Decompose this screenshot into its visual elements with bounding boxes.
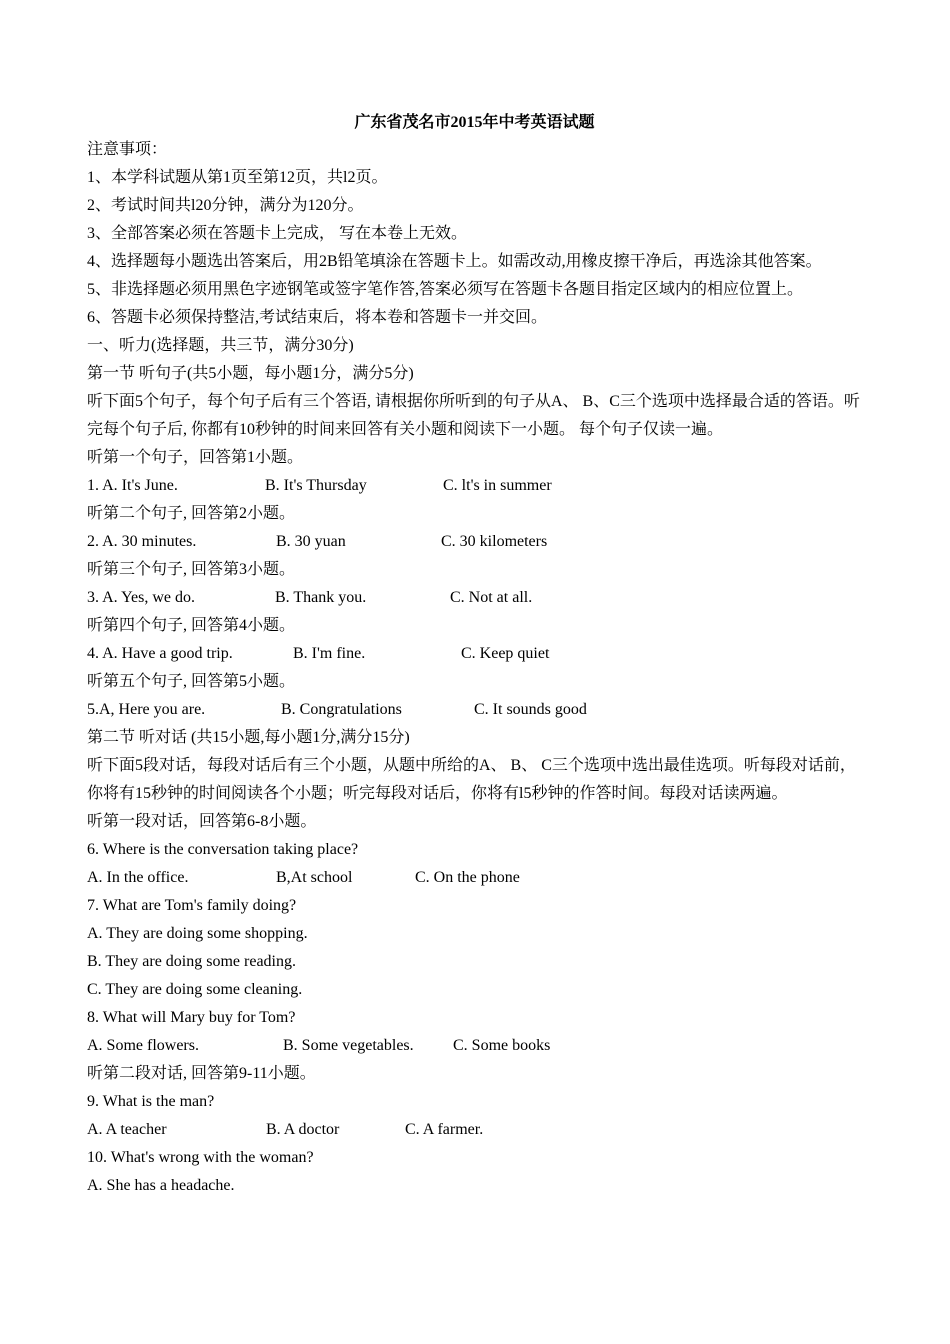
- question-text: 7. What are Tom's family doing?: [87, 897, 297, 914]
- options-row: [87, 1032, 867, 1060]
- notice-item: 1、本学科试题从第1页至第12页，共l2页。: [87, 169, 388, 186]
- notice-item: 6、答题卡必须保持整洁,考试结束后，将本卷和答题卡一并交回。: [87, 309, 548, 326]
- item-prompt: 听第一个句子，回答第1小题。: [87, 449, 304, 466]
- option-c: C. A farmer.: [405, 1121, 484, 1138]
- options-row: [87, 584, 867, 612]
- item-prompt: 听第四个句子, 回答第4小题。: [87, 617, 296, 634]
- question-text: 10. What's wrong with the woman?: [87, 1149, 314, 1166]
- option-c: C. It sounds good: [474, 701, 587, 718]
- option-a: 5.A, Here you are.: [87, 701, 206, 718]
- option-a: 3. A. Yes, we do.: [87, 589, 196, 606]
- item-prompt: 听第五个句子, 回答第5小题。: [87, 673, 296, 690]
- option-c: C. Not at all.: [450, 589, 533, 606]
- item-prompt: 听第二个句子, 回答第2小题。: [87, 505, 296, 522]
- dialogue-prompt: 听第二段对话, 回答第9-11小题。: [87, 1065, 316, 1082]
- options-row: [87, 528, 867, 556]
- option-b: B. Some vegetables.: [283, 1037, 414, 1054]
- option-b: B. I'm fine.: [293, 645, 366, 662]
- option-c: C. lt's in summer: [443, 477, 552, 494]
- notice-item: 5、非选择题必须用黑色字迹钢笔或签字笔作答,答案必须写在答题卡各题目指定区域内的相应位置上。: [87, 281, 804, 298]
- exam-title: 广东省茂名市2015年中考英语试题: [354, 114, 595, 131]
- section1-heading: 第一节 听句子(共5小题，每小题1分，满分5分): [87, 365, 414, 382]
- notice-item: 2、考试时间共l20分钟，满分为120分。: [87, 197, 364, 214]
- option-b: B,At school: [276, 869, 353, 886]
- exam-page: [87, 110, 867, 1200]
- option-c: C. They are doing some cleaning.: [87, 981, 303, 998]
- options-row: [87, 1116, 867, 1144]
- section2-heading: 第二节 听对话 (共15小题,每小题1分,满分15分): [87, 729, 410, 746]
- item-prompt: 听第三个句子, 回答第3小题。: [87, 561, 296, 578]
- option-c: C. Keep quiet: [461, 645, 550, 662]
- option-b: B. Thank you.: [275, 589, 367, 606]
- option-a: A. A teacher: [87, 1121, 167, 1138]
- option-b: B. Congratulations: [281, 701, 402, 718]
- question-text: 8. What will Mary buy for Tom?: [87, 1009, 296, 1026]
- options-row: [87, 696, 867, 724]
- options-row: [87, 472, 867, 500]
- option-c: C. 30 kilometers: [441, 533, 548, 550]
- notice-header: 注意事项：: [87, 141, 168, 158]
- options-row: [87, 640, 867, 668]
- option-c: C. On the phone: [415, 869, 520, 886]
- section1-instructions: 听下面5个句子，每个句子后有三个答语, 请根据你所听到的句子从A、 B、C三个选项中选择最合适的答语。听完每个句子后, 你都有10秒钟的时间来回答有关小题和阅读下一小题。 每个句子仅读一遍。: [87, 393, 860, 438]
- option-a: 4. A. Have a good trip.: [87, 645, 233, 662]
- option-a: A. In the office.: [87, 869, 189, 886]
- option-c: C. Some books: [453, 1037, 551, 1054]
- options-row: [87, 864, 867, 892]
- question-text: 9. What is the man?: [87, 1093, 215, 1110]
- option-a: A. Some flowers.: [87, 1037, 199, 1054]
- part1-heading: 一、听力(选择题，共三节，满分30分): [87, 337, 354, 354]
- option-b: B. It's Thursday: [265, 477, 367, 494]
- option-a: A. She has a headache.: [87, 1177, 235, 1194]
- notice-item: 3、全部答案必须在答题卡上完成， 写在本卷上无效。: [87, 225, 468, 242]
- option-b: B. A doctor: [266, 1121, 340, 1138]
- section2-instructions: 听下面5段对话，每段对话后有三个小题，从题中所给的A、 B、 C三个选项中选出最佳选项。听每段对话前，你将有15秒钟的时间阅读各个小题；听完每段对话后，你将有l5秒钟的作答时间。每段对话读两遍。: [87, 757, 856, 802]
- notice-item: 4、选择题每小题选出答案后，用2B铅笔填涂在答题卡上。如需改动,用橡皮擦干净后，再选涂其他答案。: [87, 253, 822, 270]
- option-b: B. They are doing some reading.: [87, 953, 296, 970]
- option-b: B. 30 yuan: [276, 533, 346, 550]
- question-text: 6. Where is the conversation taking place?: [87, 841, 359, 858]
- dialogue-prompt: 听第一段对话，回答第6-8小题。: [87, 813, 317, 830]
- option-a: A. They are doing some shopping.: [87, 925, 308, 942]
- option-a: 1. A. It's June.: [87, 477, 178, 494]
- option-a: 2. A. 30 minutes.: [87, 533, 197, 550]
